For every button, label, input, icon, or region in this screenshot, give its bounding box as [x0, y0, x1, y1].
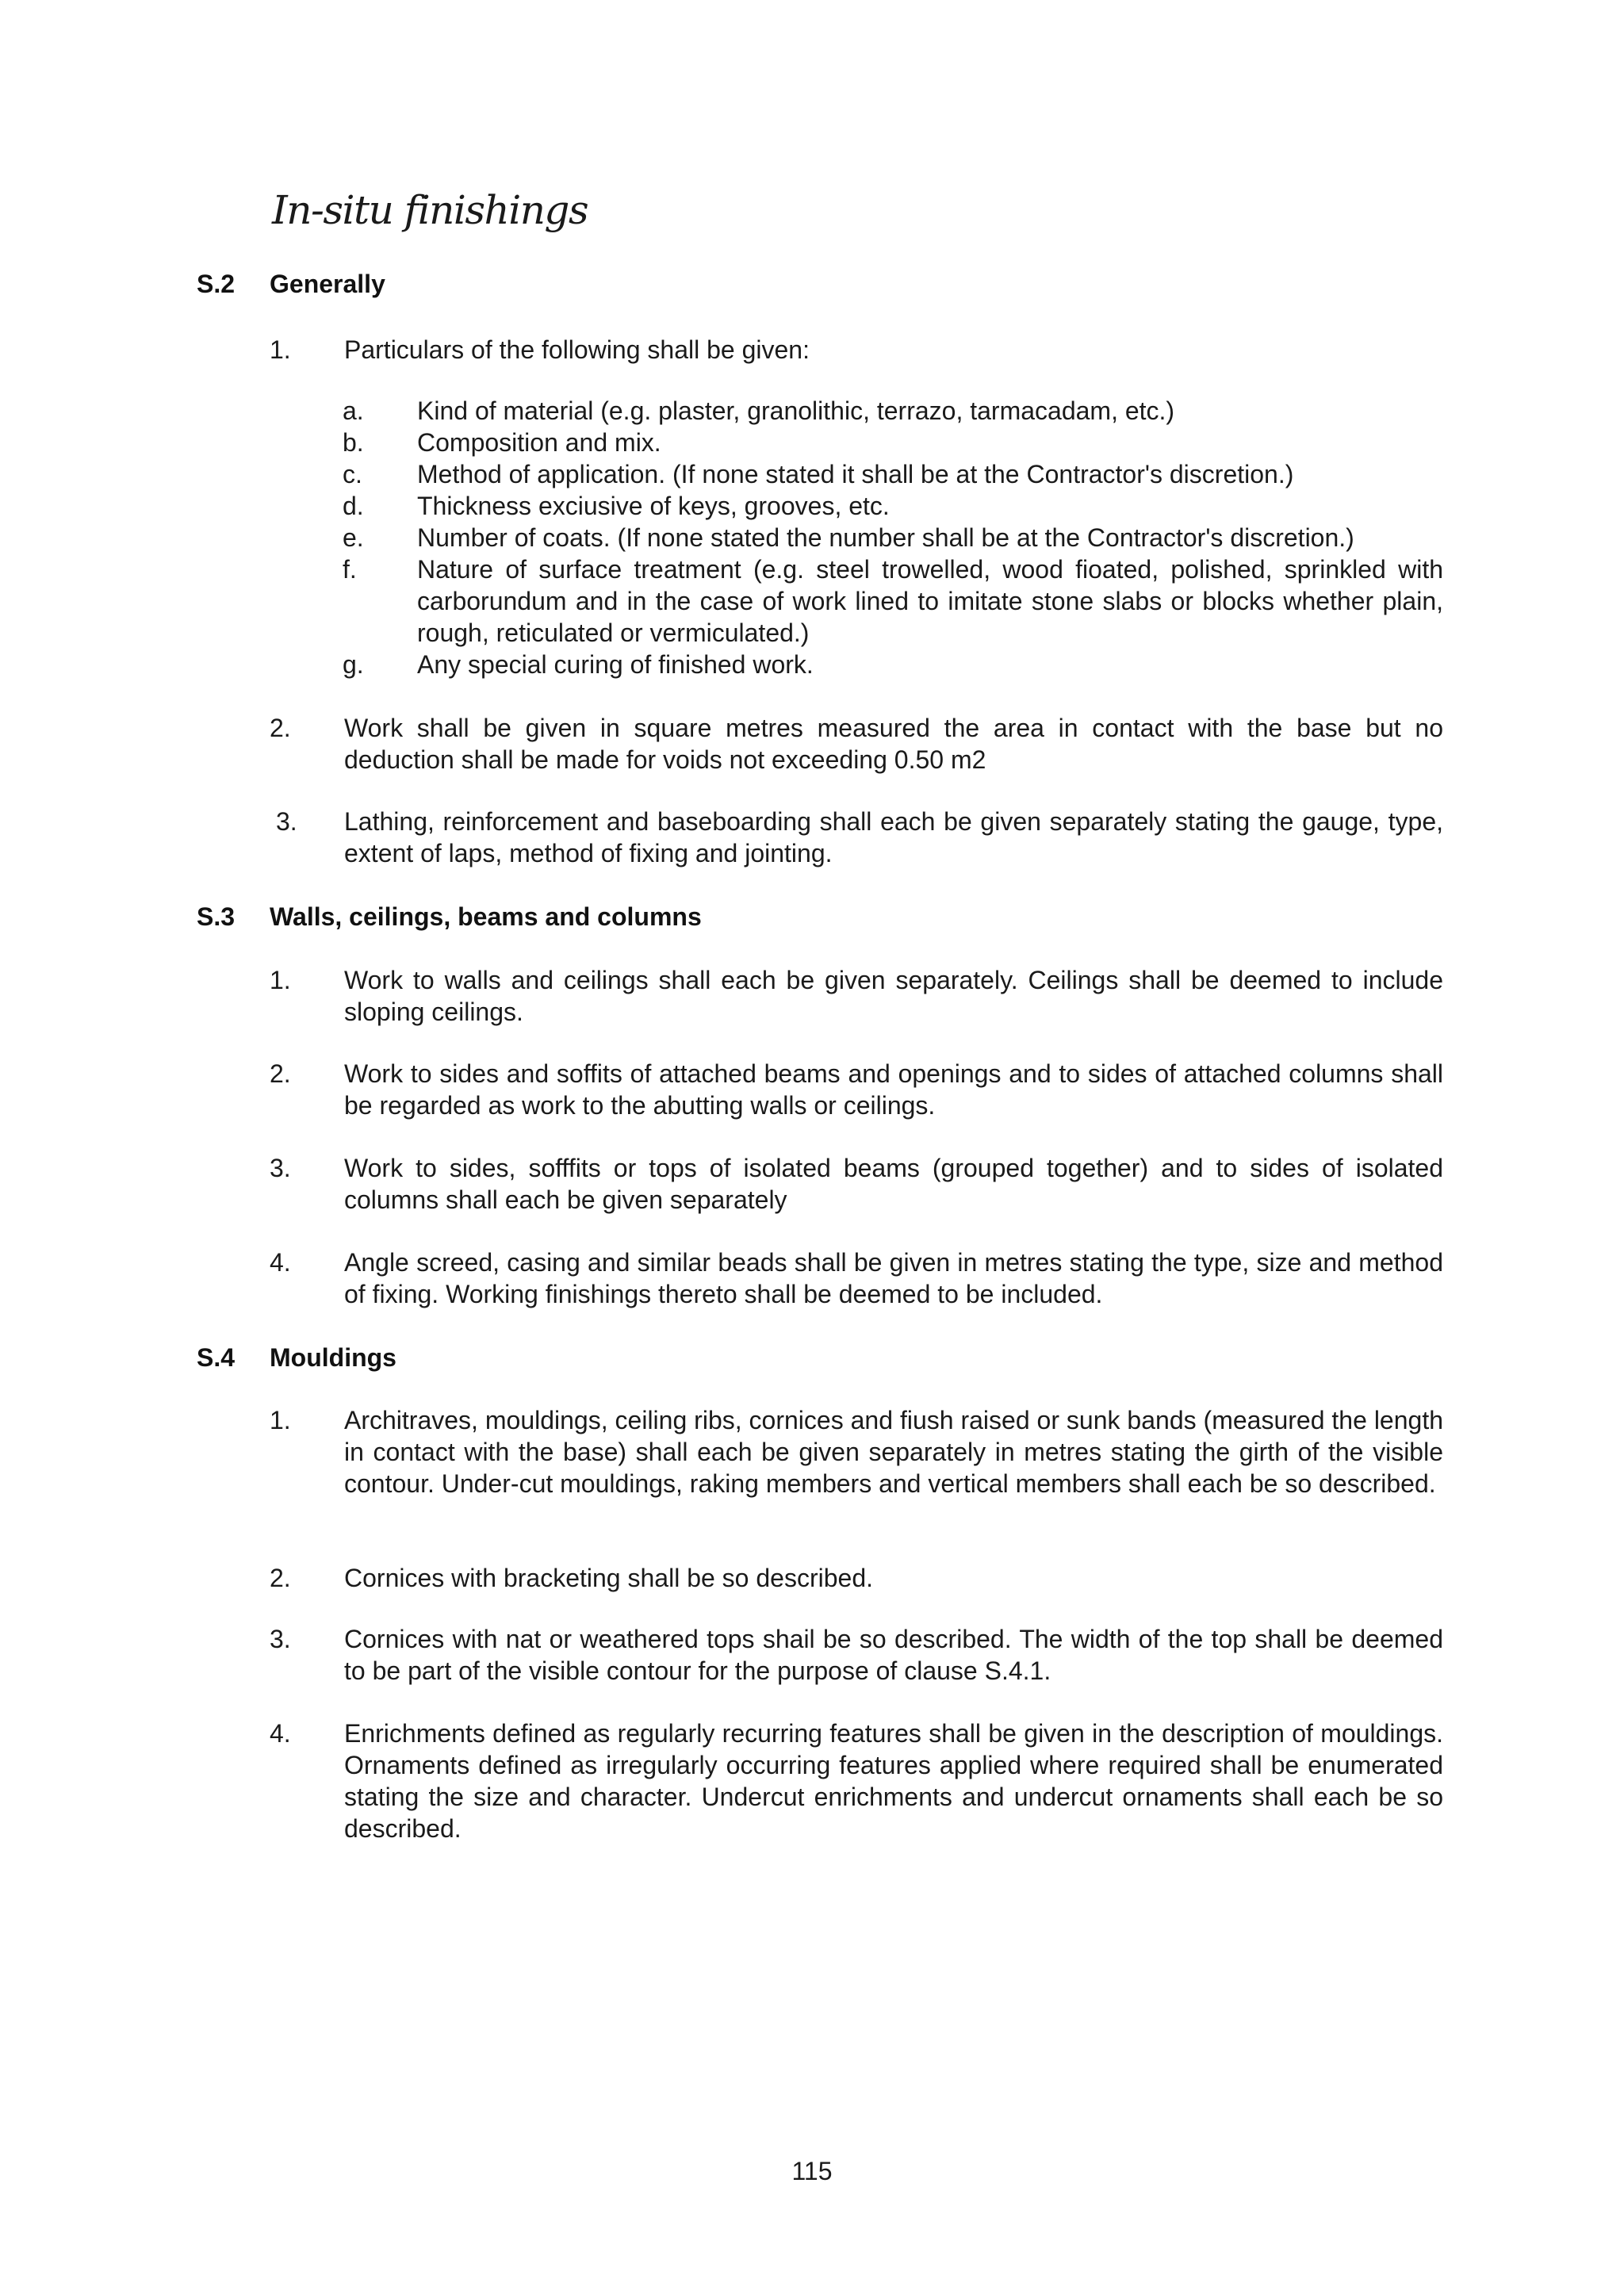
section-title: Generally [270, 270, 385, 298]
item-text: Angle screed, casing and similar beads shall be given in metres stating the type, size and method of fixing. Working finishings thereto shall be deemed to be included. [344, 1248, 1443, 1308]
item-number: 1. [270, 966, 291, 994]
item-number: 3. [270, 1625, 291, 1653]
item-number: 1. [270, 335, 291, 364]
item-text: Particulars of the following shall be given: [344, 335, 810, 364]
item-number: 1. [270, 1406, 291, 1434]
item-text: Enrichments defined as regularly recurring features shall be given in the description of mouldings. Ornaments defined as irregularly occurring features applied where required shall be enumerated stating the size and character. Undercut enrichments and undercut ornaments shall each be so described. [344, 1719, 1443, 1843]
sub-item-text: Thickness exciusive of keys, grooves, etc. [417, 492, 890, 520]
item-number: 3. [270, 1154, 291, 1182]
item-text: Work to walls and ceilings shall each be given separately. Ceilings shall be deemed to include sloping ceilings. [344, 966, 1443, 1026]
item-text: Work to sides and soffits of attached beams and openings and to sides of attached columns shall be regarded as work to the abutting walls or ceilings. [344, 1059, 1443, 1120]
item-number: 3. [276, 807, 297, 836]
item-text: Lathing, reinforcement and baseboarding shall each be given separately stating the gauge, type, extent of laps, method of fixing and jointing. [344, 807, 1443, 867]
sub-item-text: Number of coats. (If none stated the number shall be at the Contractor's discretion.) [417, 523, 1354, 552]
sub-item-letter: d. [343, 492, 364, 520]
section-title: Walls, ceilings, beams and columns [270, 902, 702, 931]
section-title: Mouldings [270, 1343, 396, 1372]
sub-item-letter: f. [343, 555, 357, 584]
item-number: 2. [270, 714, 291, 742]
sub-item-text: Nature of surface treatment (e.g. steel trowelled, wood fioated, polished, sprinkled with carborundum and in the case of work lined to imitate stone slabs or blocks whether plain, rough, reticulated or vermiculated.) [417, 555, 1443, 647]
sub-item-letter: c. [343, 460, 362, 488]
item-number: 4. [270, 1248, 291, 1277]
sub-item-text: Composition and mix. [417, 428, 661, 457]
item-text: Work to sides, sofffits or tops of isolated beams (grouped together) and to sides of isolated columns shall each be given separately [344, 1154, 1443, 1214]
sub-item-letter: e. [343, 523, 364, 552]
sub-item-letter: b. [343, 428, 364, 457]
page-title: In-situ finishings [272, 187, 588, 233]
section-number: S.4 [197, 1343, 236, 1372]
sub-item-letter: a. [343, 396, 364, 425]
sub-item-text: Any special curing of finished work. [417, 650, 814, 679]
section-number: S.2 [197, 270, 236, 298]
item-number: 2. [270, 1059, 291, 1088]
item-text: Work shall be given in square metres measured the area in contact with the base but no deduction shall be made for voids not exceeding 0.50 m2 [344, 714, 1443, 774]
section-number: S.3 [197, 902, 236, 931]
page-number: 115 [791, 2157, 833, 2185]
sub-item-text: Kind of material (e.g. plaster, granolithic, terrazo, tarmacadam, etc.) [417, 396, 1175, 425]
item-number: 4. [270, 1719, 291, 1748]
sub-item-text: Method of application. (If none stated it shall be at the Contractor's discretion.) [417, 460, 1294, 488]
item-text: Cornices with nat or weathered tops shail be so described. The width of the top shall be deemed to be part of the visible contour for the purpose of clause S.4.1. [344, 1625, 1443, 1685]
item-text: Architraves, mouldings, ceiling ribs, cornices and fiush raised or sunk bands (measured the length in contact with the base) shall each be given separately in metres stating the girth of the visible contour. Under-cut mouldings, raking members and vertical members shall each be so described. [344, 1406, 1443, 1498]
sub-item-letter: g. [343, 650, 364, 679]
item-number: 2. [270, 1564, 291, 1592]
item-text: Cornices with bracketing shall be so described. [344, 1564, 873, 1592]
